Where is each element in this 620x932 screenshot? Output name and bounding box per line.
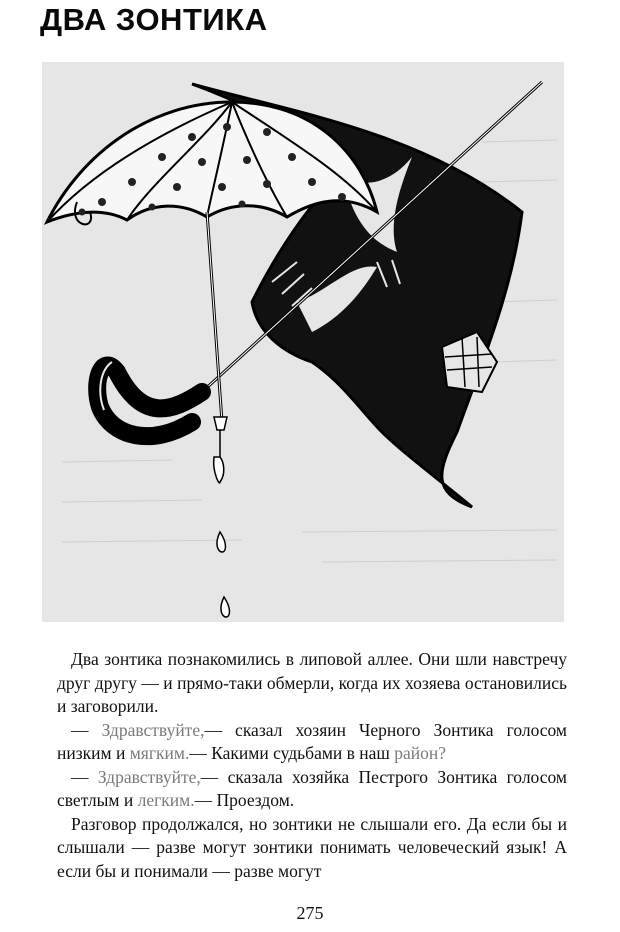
faded-word: Здравствуйте, xyxy=(101,719,205,740)
faded-word: район? xyxy=(394,743,447,763)
story-text xyxy=(57,648,567,883)
page-title: ДВА ЗОНТИКА xyxy=(40,2,268,37)
paragraph-2 xyxy=(57,719,567,766)
text-span: — Какими судьбами в наш xyxy=(189,743,395,763)
text-span: — Проездом. xyxy=(194,790,295,810)
paragraph-1: Два зонтика познакомились в липовой аллее. Они шли навстречу друг другу — и прямо-таки обмерли, когда их хозяева остановились и заговорили. xyxy=(57,649,567,716)
faded-word: Здравствуйте, xyxy=(97,766,201,787)
faded-word: мягким. xyxy=(129,743,190,763)
dash: — xyxy=(71,719,102,740)
text-span: — сказал хозяин Черного Зонтика голосом низким и xyxy=(57,719,568,763)
page-number: 275 xyxy=(296,903,324,923)
dash: — xyxy=(71,766,98,787)
paragraph-3 xyxy=(57,766,567,813)
faded-word: легким. xyxy=(137,790,195,810)
text-span: — сказала хозяйка Пестрого Зонтика голосом светлым и xyxy=(57,766,568,810)
paragraph-4: Разговор продолжался, но зонтики не слышали его. Да если бы и слышали — разве могут зонтики понимать человеческий язык! А если бы и понимали — разве могут xyxy=(57,813,567,881)
two-umbrellas-illustration xyxy=(42,62,564,622)
